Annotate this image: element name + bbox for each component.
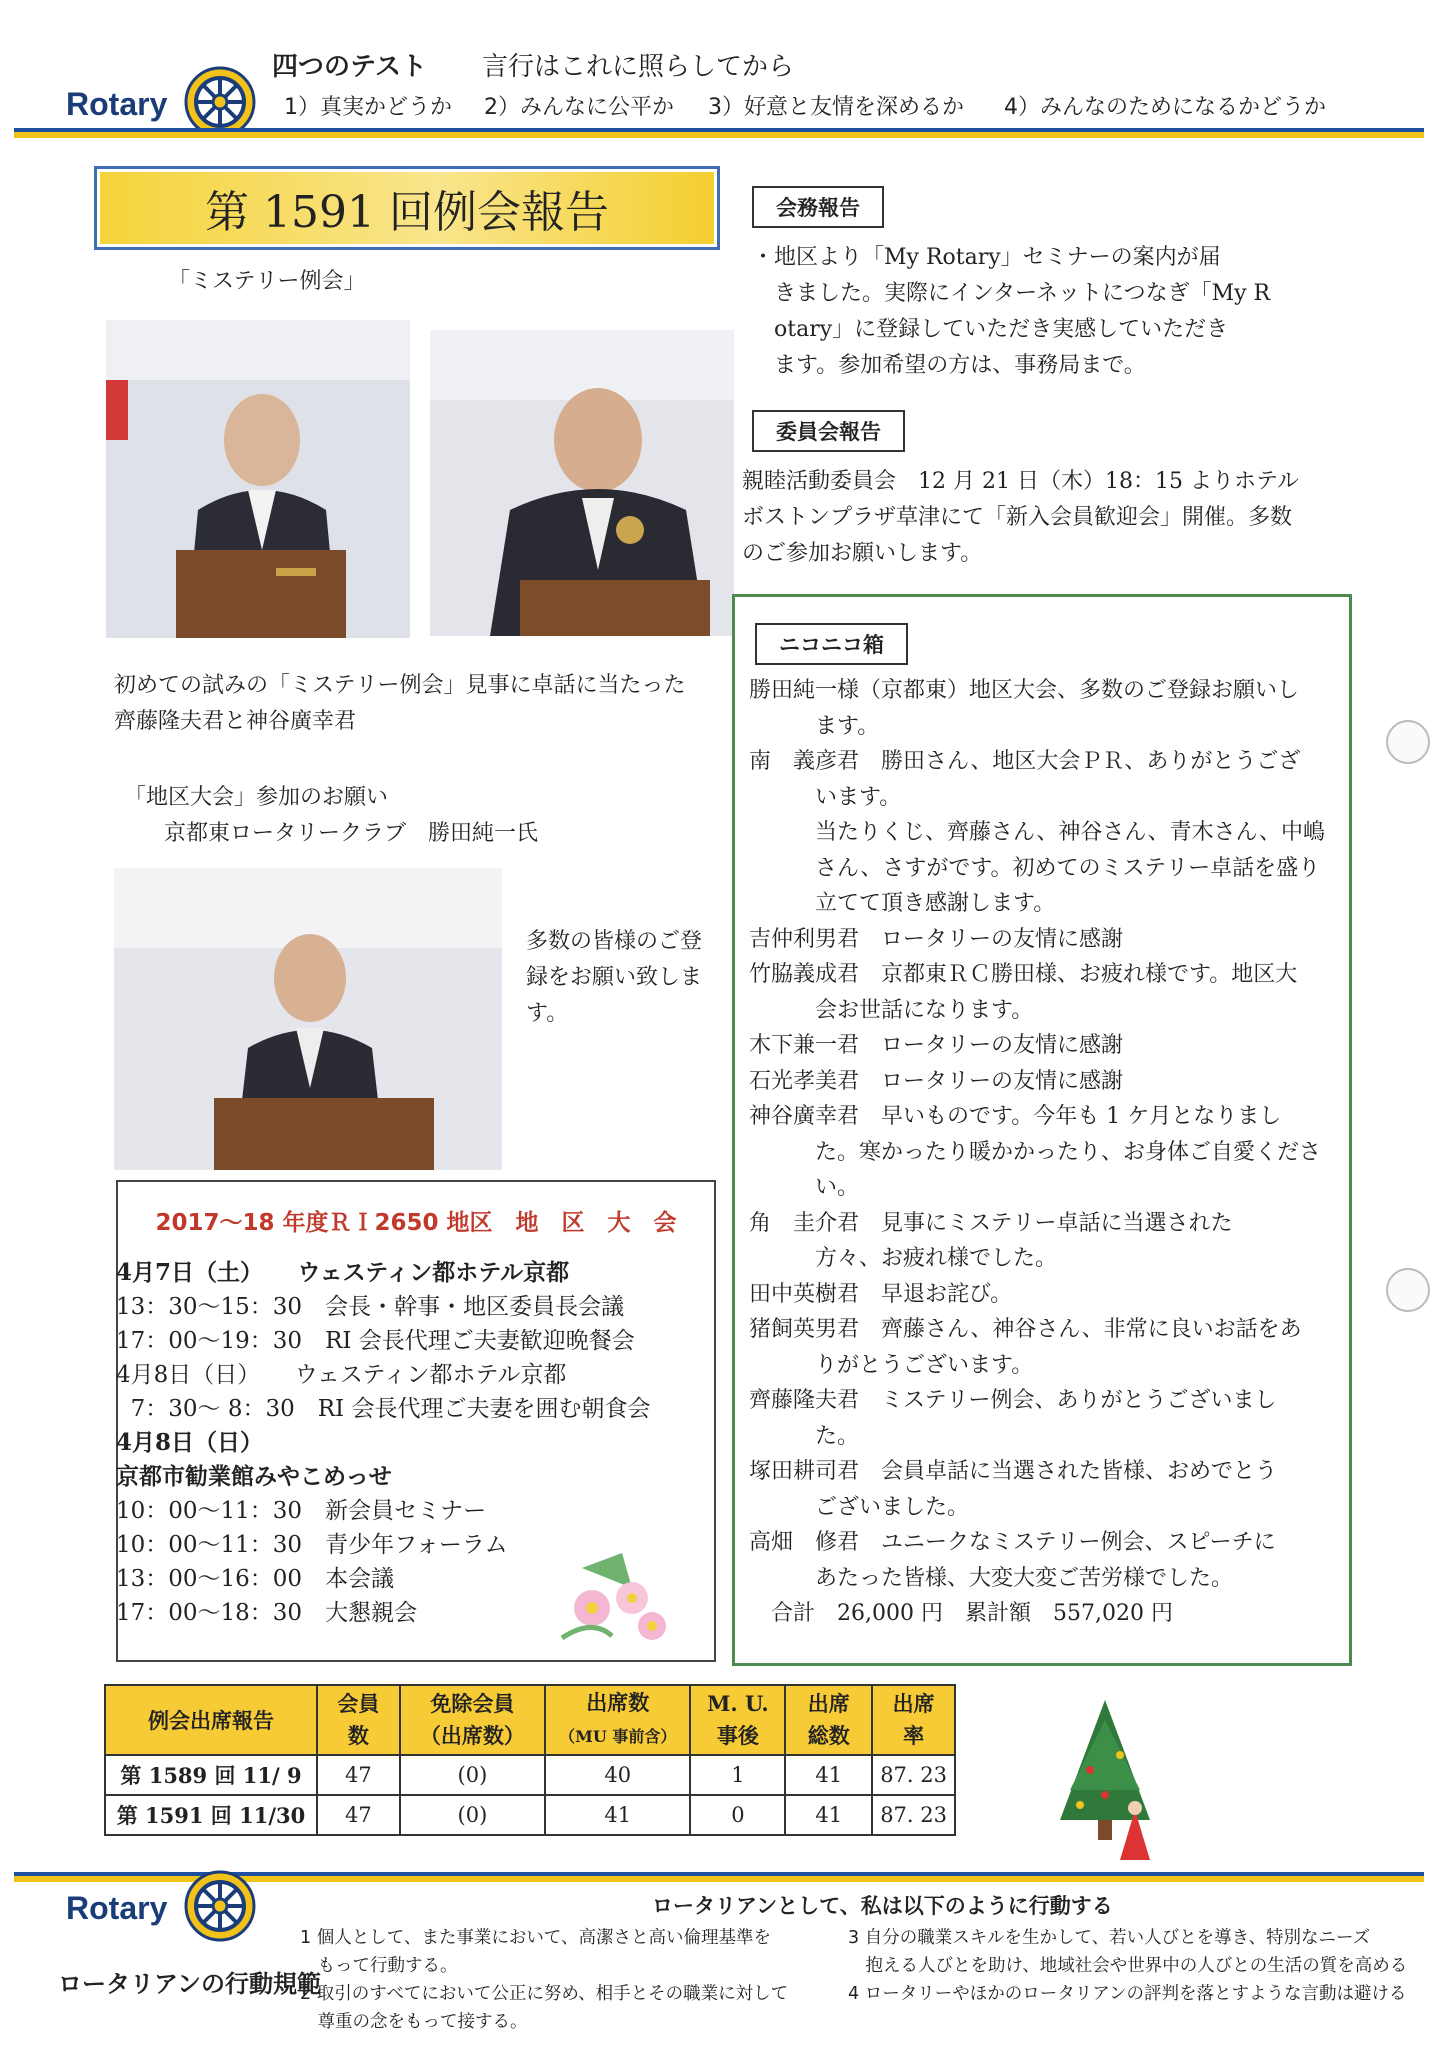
header-text: 会員 [337,1691,380,1716]
attendance-table [104,1684,956,1836]
event-line: 4月7日（土） ウェスティン都ホテル京都 [116,1259,570,1286]
footer-items-left [300,1924,788,2036]
table-cell: (0) [400,1795,545,1835]
niconico-line: りがとうございます。 [749,1352,1034,1378]
niconico-line: 南 義彦君 勝田さん、地区大会ＰＲ、ありがとうござ [749,749,1301,774]
rotary-wordmark: Rotary [66,86,168,122]
footer-heading: ロータリアンとして、私は以下のように行動する [652,1894,1113,1918]
niconico-line: 石光孝美君 ロータリーの友情に感謝 [749,1068,1124,1094]
niconico-body [749,673,1325,1632]
header-text: 出席 [892,1691,935,1716]
niconico-line: 合計 26,000 円 累計額 557,020 円 [749,1601,1173,1626]
event-line: 7：30～ 8：30 RI 会長代理ご夫妻を囲む朝食会 [116,1396,651,1422]
attendance-header [872,1685,955,1755]
event-line: 10：00～11：30 青少年フォーラム [116,1532,508,1558]
four-test-item: 2）みんなに公平か [484,95,674,120]
niconico-line: 方々、お疲れ様でした。 [749,1246,1058,1271]
christmas-tree-illustration [1050,1700,1170,1860]
table-cell: 47 [317,1755,400,1795]
header-text: 免除会員 [430,1691,515,1716]
table-cell: 第 1591 回 11/30 [105,1795,317,1835]
kaimu-line: ます。参加希望の方は、事務局まで。 [752,353,1146,378]
niconico-line: 猪飼英男君 齊藤さん、神谷さん、非常に良いお話をあ [749,1317,1302,1342]
flower-illustration [552,1548,682,1648]
event-title: 2017～18 年度ＲＩ2650 地区 地 区 大 会 [155,1210,677,1236]
kaimu-label: 会務報告 [752,186,884,228]
event-line: 京都市勧業館みやこめっせ [116,1463,392,1490]
header-text: 出席 [807,1691,850,1716]
niconico-line: 神谷廣幸君 早いものです。今年も 1 ケ月となりまし [749,1104,1282,1129]
niconico-line: 高畑 修君 ユニークなミステリー例会、スピーチに [749,1530,1276,1555]
speaker-photo-3 [114,868,502,1170]
niconico-label: ニコニコ箱 [755,623,908,665]
table-cell: 第 1589 回 11/ 9 [105,1755,317,1795]
table-cell: 41 [785,1795,872,1835]
niconico-line: 田中英樹君 早退お詫び。 [749,1281,1013,1307]
event-line: 13：00～16：00 本会議 [116,1566,395,1592]
binder-hole [1386,720,1430,764]
header-text: M. U. [707,1691,769,1716]
niconico-line: 齊藤隆夫君 ミステリー例会、ありがとうございまし [749,1388,1277,1413]
table-cell: 0 [690,1795,785,1835]
footer-item: もって行動する。 [300,1956,458,1976]
niconico-line: 当たりくじ、齊藤さん、神谷さん、青木さん、中嶋 [749,820,1325,845]
kaimu-line: otary」に登録していただき実感していただき [752,317,1229,342]
four-test-item: 1）真実かどうか [284,95,452,120]
event-line: 4月8日（日） ウェスティン都ホテル京都 [116,1362,567,1388]
niconico-line: さん、さすがです。初めてのミステリー卓話を盛り [749,855,1321,881]
footer-item: 1 個人として、また事業において、高潔さと高い倫理基準を [300,1928,771,1948]
niconico-line: 会お世話になります。 [749,997,1034,1023]
four-test-item: 4）みんなのためになるかどうか [1004,95,1326,120]
table-cell: 47 [317,1795,400,1835]
event-line: 13：30～15：30 会長・幹事・地区委員長会議 [116,1294,625,1320]
footer-rotary-wheel-icon [184,1870,256,1942]
code-of-conduct-title: ロータリアンの行動規範 [58,1970,322,1998]
header-stripe [14,128,1424,138]
table-cell: 87. 23 [872,1795,955,1835]
table-cell: (0) [400,1755,545,1795]
table-row [105,1755,955,1795]
table-cell: 87. 23 [872,1755,955,1795]
niconico-line: ございました。 [749,1494,970,1520]
binder-hole [1386,1268,1430,1312]
header-text: 総数 [807,1723,850,1748]
header-text: 数 [347,1723,369,1748]
speaker-photo-2 [430,330,734,636]
table-cell: 41 [545,1795,690,1835]
four-test-item: 3）好意と友情を深めるか [708,95,964,120]
niconico-line: い。 [749,1175,860,1200]
event-line: 4月8日（日） [116,1429,264,1456]
event-line: 10：00～11：30 新会員セミナー [116,1498,487,1524]
kaimu-line: きました。実際にインターネットにつなぎ「My R [752,281,1271,306]
request-from: 京都東ロータリークラブ 勝田純一氏 [164,821,539,846]
niconico-line: 竹脇義成君 京都東ＲＣ勝田様、お疲れ様です。地区大 [749,962,1298,987]
iinkai-line: のご参加お願いします。 [742,541,983,566]
attendance-header [317,1685,400,1755]
footer-item: 4 ロータリーやほかのロータリアンの評判を落とすような言動は避ける [848,1984,1407,2004]
footer-rotary-wordmark: Rotary [66,1890,168,1926]
table-row [105,1795,955,1835]
header-text: （MU 事前含） [559,1727,677,1746]
four-test-title: 四つのテスト [272,52,427,82]
footer-item: 3 自分の職業スキルを生かして、若い人びとを導き、特別なニーズ [848,1928,1371,1948]
attendance-header: 例会出席報告 [105,1685,317,1755]
niconico-box [732,594,1352,1666]
report-subtitle: 「ミステリー例会」 [168,269,366,294]
niconico-line: た。 [749,1423,860,1449]
table-cell: 41 [785,1755,872,1795]
attendance-header [400,1685,545,1755]
header-text: 出席数 [586,1690,650,1715]
niconico-line: 立てて頂き感謝します。 [749,891,1056,916]
niconico-line: 勝田純一様（京都東）地区大会、多数のご登録お願いし [749,678,1300,703]
attendance-header [545,1685,690,1755]
iinkai-body [742,464,1299,572]
report-title: 第 1591 回例会報告 [94,166,720,250]
niconico-line: ます。 [749,713,880,739]
footer-items-right [848,1924,1407,2008]
niconico-line: 角 圭介君 見事にミステリー卓話に当選された [749,1210,1233,1236]
iinkai-line: ボストンプラザ草津にて「新入会員歓迎会」開催。多数 [742,505,1293,530]
table-cell: 40 [545,1755,690,1795]
niconico-line: 塚田耕司君 会員卓話に当選された皆様、おめでとう [749,1459,1278,1484]
header-text: 率 [903,1723,925,1748]
header-text: 事後 [716,1723,759,1748]
kaimu-body [752,240,1270,384]
niconico-line: 木下兼一君 ロータリーの友情に感謝 [749,1033,1124,1058]
district-conference-box [116,1180,716,1662]
four-test-sub: 言行はこれに照らしてから [482,52,795,82]
niconico-line: あたった皆様、大変大変ご苦労様でした。 [749,1565,1234,1591]
request-title: 「地区大会」参加のお願い [124,785,389,810]
photo-caption: 初めての試みの「ミステリー例会」見事に卓話に当たった齊藤隆夫君と神谷廣幸君 [114,673,686,734]
header [0,0,1448,150]
request-message: 多数の皆様のご登録をお願い致します。 [526,929,703,1026]
speaker-photo-1 [106,320,410,638]
footer-item: 尊重の念をもって接する。 [300,2012,528,2032]
attendance-header [690,1685,785,1755]
footer-item: 2 取引のすべてにおいて公正に努め、相手とその職業に対して [300,1984,789,2004]
event-line: 17：00～19：30 RI 会長代理ご夫妻歓迎晩餐会 [116,1328,635,1354]
event-line: 17：00～18：30 大懇親会 [116,1600,418,1626]
table-cell: 1 [690,1755,785,1795]
header-text: （出席数） [419,1723,525,1748]
iinkai-label: 委員会報告 [752,410,905,452]
kaimu-line: ・地区より「My Rotary」セミナーの案内が届 [752,245,1221,270]
attendance-header [785,1685,872,1755]
footer-item: 抱える人びとを助け、地域社会や世界中の人びとの生活の質を高める [848,1956,1408,1976]
iinkai-line: 親睦活動委員会 12 月 21 日（木）18：15 よりホテル [742,469,1299,494]
niconico-line: た。寒かったり暖かかったり、お身体ご自愛くださ [749,1139,1322,1165]
niconico-line: 吉仲利男君 ロータリーの友情に感謝 [749,926,1124,952]
niconico-line: います。 [749,784,902,810]
